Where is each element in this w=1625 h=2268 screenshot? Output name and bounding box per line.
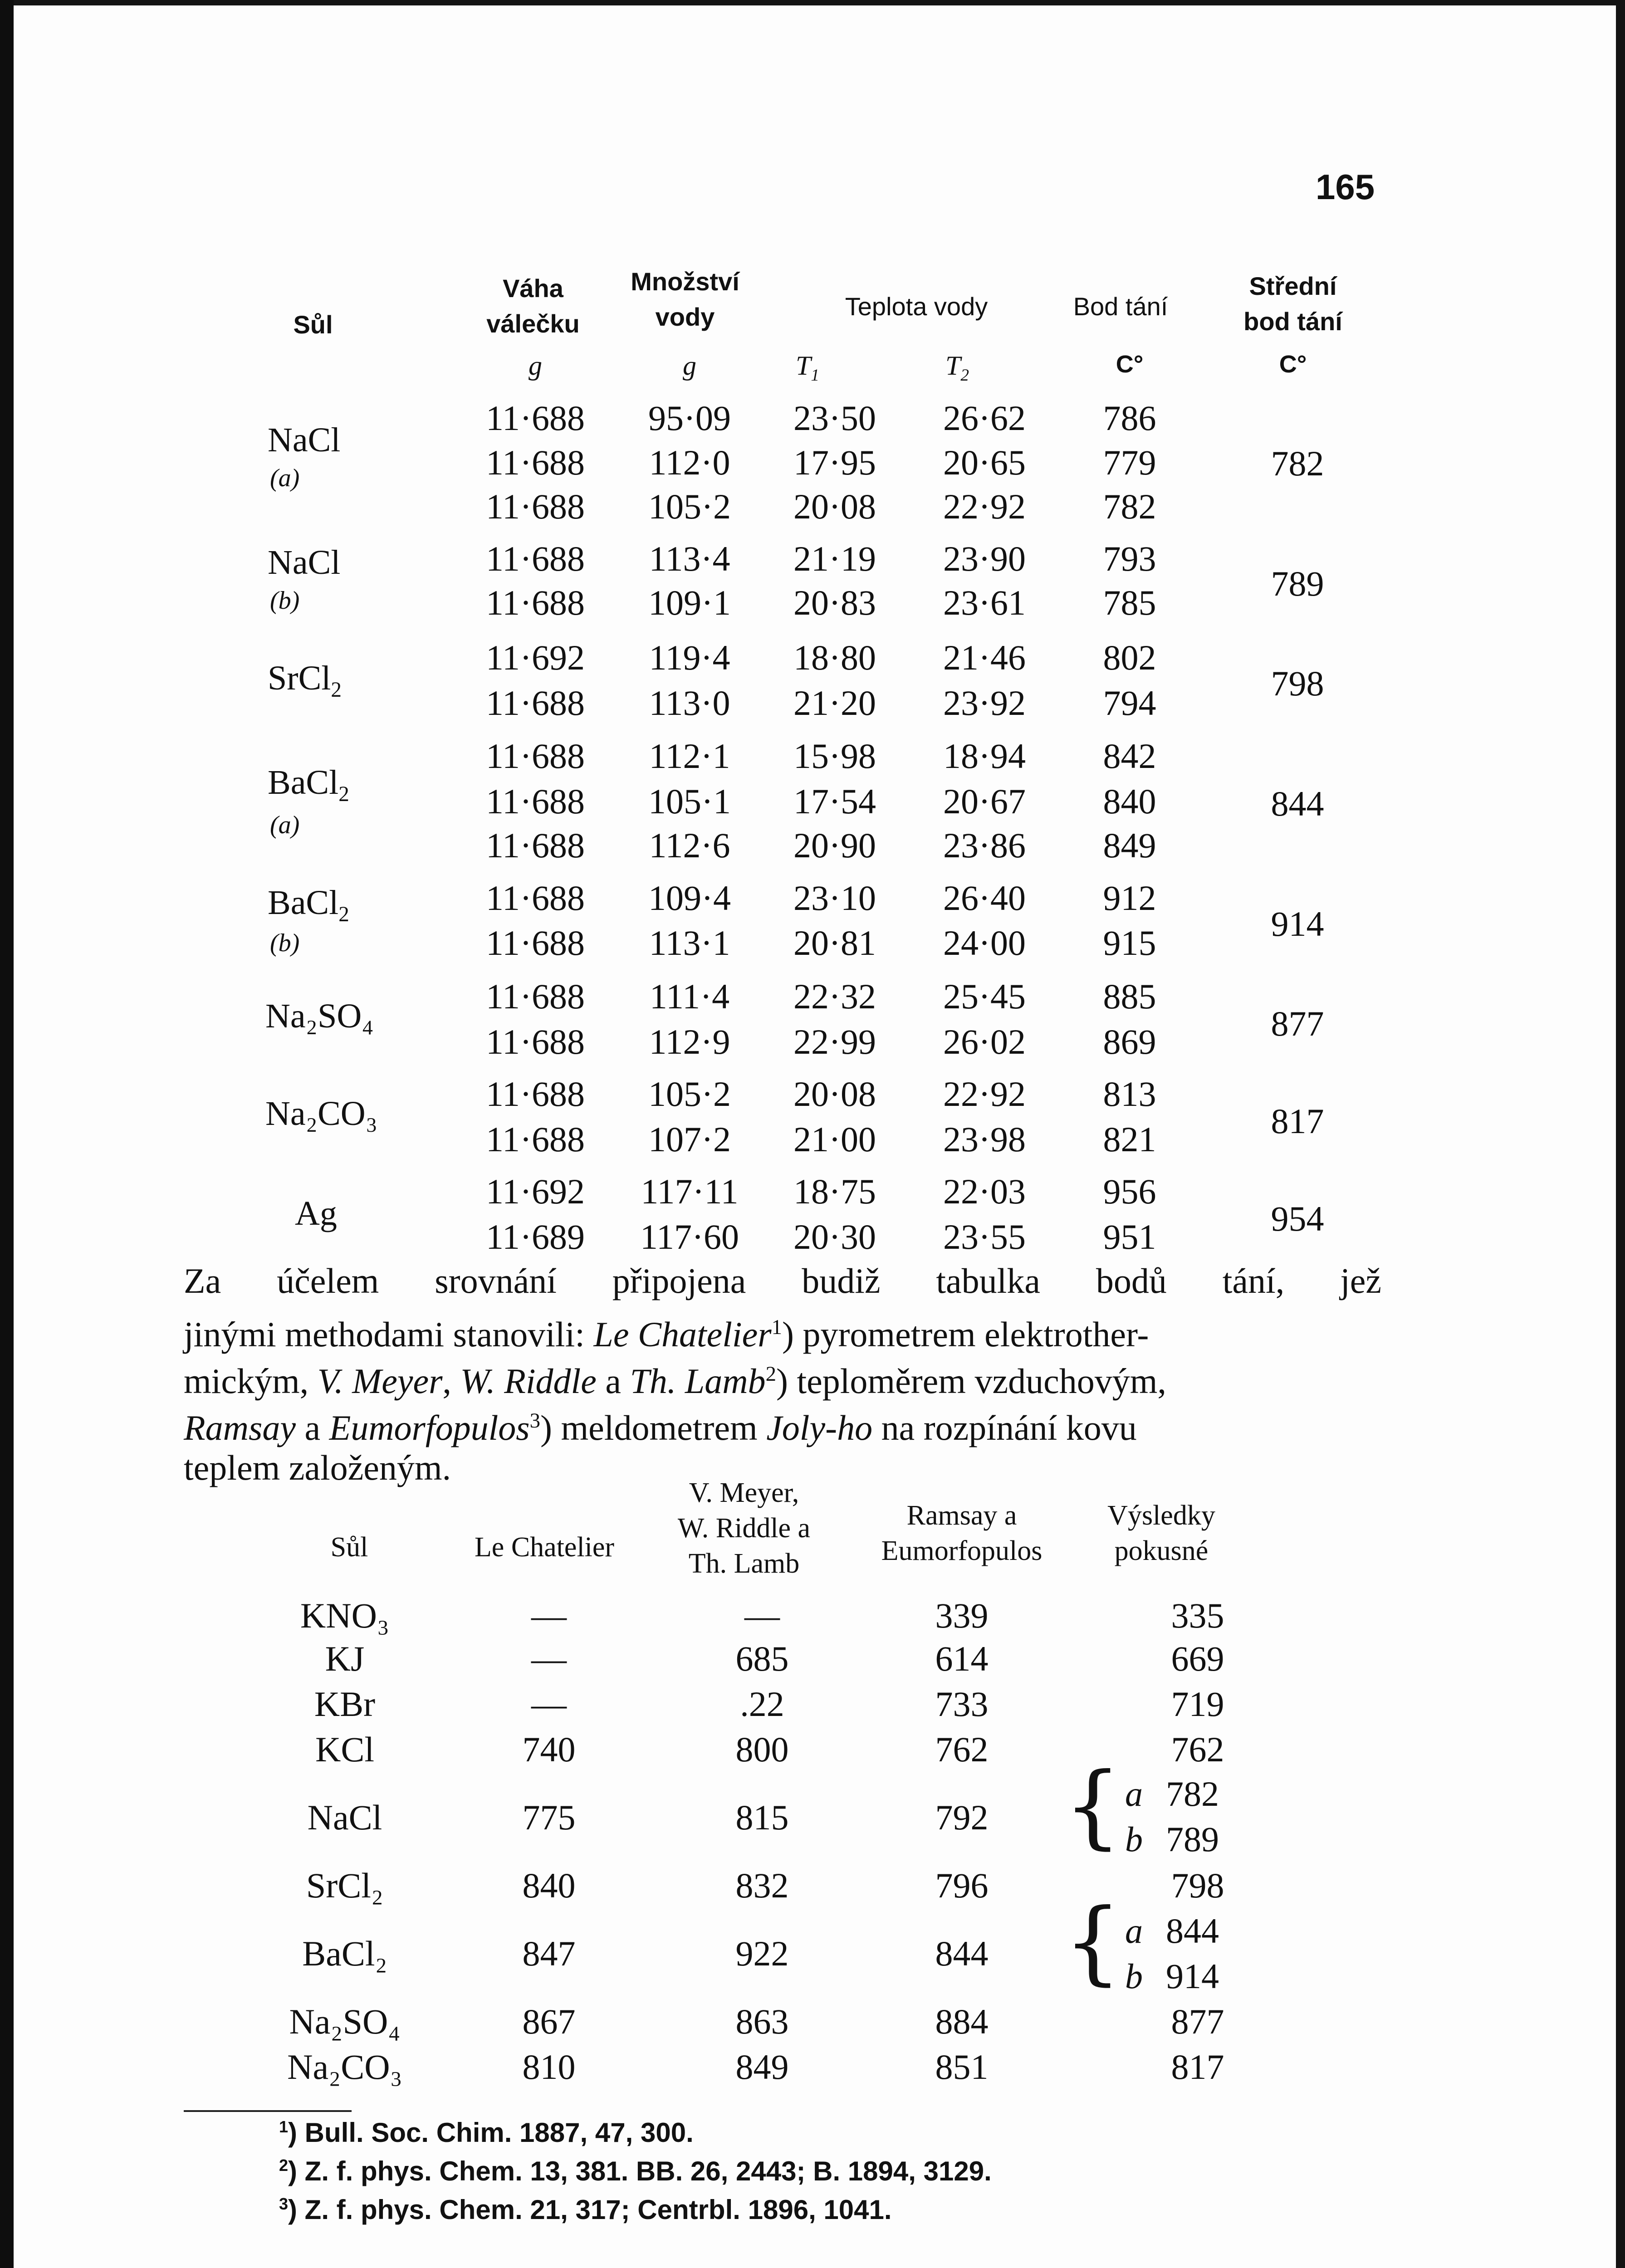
body-paragraph: [184, 1257, 1381, 1491]
t2-cell: 863: [735, 2002, 789, 2041]
t1-cell: 11·688: [485, 398, 585, 438]
t1-mean: 844: [1271, 784, 1324, 823]
t1-mean: 914: [1271, 904, 1324, 943]
t2-cell: 719: [1171, 1684, 1224, 1724]
t1-cell: 793: [1103, 539, 1156, 578]
t1-cell: 22·92: [943, 1074, 1026, 1114]
t1-cell: 23·98: [943, 1119, 1026, 1159]
t2-cell: 762: [1171, 1730, 1224, 1769]
t1-header-weight: Váha válečku: [486, 274, 580, 338]
t1-header-mean: Střední bod tání: [1243, 272, 1342, 336]
t2-cell: 800: [735, 1730, 789, 1769]
t1-cell: 11·689: [485, 1217, 585, 1256]
para-line-3: mickým, V. Meyer, W. Riddle a Th. Lamb$^2$) teploměrem vzduchovým,: [184, 1361, 1166, 1401]
t2-cell: —: [531, 1684, 567, 1724]
t1-unit-weight: g: [529, 351, 542, 381]
t1-cell: 813: [1103, 1074, 1156, 1114]
t1-header-temp: Teplota vody: [845, 292, 988, 321]
t2-cell: —: [531, 1639, 567, 1678]
t1-cell: 23·50: [793, 398, 876, 438]
t1-salt-na2so4: Na₂SO₄: [265, 997, 374, 1035]
footnote-2: $^2$) Z. f. phys. Chem. 13, 381. BB. 26, 2443; B. 1894, 3129.: [279, 2156, 992, 2186]
t1-cell: 24·00: [943, 923, 1026, 963]
t2-cell: 669: [1171, 1639, 1224, 1678]
t2-header-results: Výsledky pokusné: [1107, 1500, 1215, 1566]
t1-header-melt: Bod tání: [1073, 292, 1168, 321]
t2-cell: 339: [935, 1596, 989, 1635]
t1-mean: 782: [1271, 444, 1324, 483]
t1-cell: 109·1: [648, 583, 731, 622]
t2-salt: BaCl₂: [302, 1934, 387, 1973]
t2-cell: 867: [522, 2002, 576, 2041]
t1-cell: 842: [1103, 736, 1156, 776]
t1-header-water: Množství vody: [631, 267, 739, 331]
t1-cell: 20·81: [793, 923, 876, 963]
t2-cell: 789: [1166, 1819, 1219, 1859]
t1-cell: 113·1: [649, 923, 730, 963]
t2-cell: 685: [735, 1639, 789, 1678]
t1-cell: 11·688: [485, 826, 585, 865]
t1-cell: 23·86: [943, 826, 1026, 865]
t1-mean: 954: [1271, 1199, 1324, 1238]
t2-cell: —: [531, 1596, 567, 1635]
t1-cell: 112·9: [649, 1022, 730, 1061]
t1-cell: 23·90: [943, 539, 1026, 578]
t2-cell: 792: [935, 1798, 989, 1837]
t1-cell: 95·09: [648, 398, 731, 438]
t2-cell: 782: [1166, 1774, 1219, 1813]
t2-cell: 884: [935, 2002, 989, 2041]
t1-cell: 11·688: [485, 1119, 585, 1159]
t1-cell: 11·688: [485, 539, 585, 578]
t1-cell: 11·688: [485, 736, 585, 776]
t1-unit-t2: $T_2$: [945, 351, 969, 385]
t1-cell: 22·92: [943, 487, 1026, 526]
t1-cell: 18·75: [793, 1172, 876, 1211]
t1-cell: 11·692: [485, 638, 585, 677]
t1-cell: 21·20: [793, 683, 876, 723]
t1-cell: 951: [1103, 1217, 1156, 1256]
t2-variant-label: b: [1125, 1956, 1143, 1996]
t1-cell: 105·2: [648, 487, 731, 526]
t2-cell: 762: [935, 1730, 989, 1769]
t1-cell: 111·4: [649, 977, 730, 1016]
t1-cell: 821: [1103, 1119, 1156, 1159]
t1-cell: 11·688: [485, 443, 585, 482]
t1-cell: 25·45: [943, 977, 1026, 1016]
t1-cell: 113·4: [649, 539, 730, 578]
t2-cell: 335: [1171, 1596, 1224, 1635]
t1-cell: 26·40: [943, 878, 1026, 918]
t1-mean: 789: [1271, 564, 1324, 603]
t2-cell: 851: [935, 2047, 989, 2087]
t1-cell: 869: [1103, 1022, 1156, 1061]
t1-header-salt: Sůl: [293, 310, 333, 339]
t2-cell: 798: [1171, 1866, 1224, 1905]
t1-cell: 22·99: [793, 1022, 876, 1061]
t2-cell: 922: [735, 1934, 789, 1973]
t1-cell: 22·32: [793, 977, 876, 1016]
t1-cell: 794: [1103, 683, 1156, 723]
t2-salt: Na₂SO₄: [289, 2002, 401, 2041]
t1-cell: 840: [1103, 782, 1156, 821]
t1-salt-ag: Ag: [295, 1194, 337, 1232]
t1-unit-mean: C°: [1279, 351, 1307, 378]
t2-header-ramsay: Ramsay a Eumorfopulos: [881, 1500, 1043, 1566]
t1-cell: 956: [1103, 1172, 1156, 1211]
t1-salt-bacl2-b: BaCl$_2$: [268, 884, 349, 927]
t1-cell: 20·67: [943, 782, 1026, 821]
t2-cell: 817: [1171, 2047, 1224, 2087]
t2-cell: 796: [935, 1866, 989, 1905]
t2-variant-label: a: [1125, 1911, 1143, 1950]
t1-cell: 109·4: [648, 878, 731, 918]
para-line-2: jinými methodami stanovili: Le Chatelier$^1$) pyrometrem elektrother-: [184, 1315, 1149, 1354]
t1-cell: 15·98: [793, 736, 876, 776]
t1-cell: 11·688: [485, 878, 585, 918]
t1-unit-melt: C°: [1116, 351, 1144, 378]
t2-cell: 832: [735, 1866, 789, 1905]
t1-variant-nacl-b: (b): [270, 587, 300, 615]
t2-cell: 733: [935, 1684, 989, 1724]
t1-cell: 26·02: [943, 1022, 1026, 1061]
t2-cell: 840: [522, 1866, 576, 1905]
t1-cell: 105·2: [648, 1074, 731, 1114]
t1-cell: 21·46: [943, 638, 1026, 677]
t1-cell: 785: [1103, 583, 1156, 622]
t2-header-salt: Sůl: [330, 1532, 368, 1563]
t2-cell: 614: [935, 1639, 989, 1678]
t1-cell: 18·80: [793, 638, 876, 677]
t1-unit-t1: $T_1$: [796, 351, 819, 385]
t2-salt: SrCl₂: [306, 1866, 384, 1905]
t1-cell: 11·688: [485, 977, 585, 1016]
t1-cell: 11·688: [485, 487, 585, 526]
t1-salt-bacl2-a: BaCl$_2$: [268, 763, 349, 807]
para-line-5: teplem založeným.: [184, 1448, 451, 1487]
t2-salt: KCl: [315, 1730, 375, 1769]
t2-cell: 847: [522, 1934, 576, 1973]
t1-salt-nacl-a: NaCl: [268, 421, 341, 459]
t1-cell: 26·62: [943, 398, 1026, 438]
t1-mean: 877: [1271, 1004, 1324, 1043]
t1-cell: 915: [1103, 923, 1156, 963]
t2-cell: 815: [735, 1798, 789, 1837]
footnote-3: $^3$) Z. f. phys. Chem. 21, 317; Centrbl. 1896, 1041.: [279, 2195, 892, 2225]
t2-cell: 844: [1166, 1911, 1219, 1950]
t2-salt: Na₂CO₃: [287, 2047, 402, 2087]
t1-cell: 113·0: [649, 683, 730, 723]
t1-cell: 885: [1103, 977, 1156, 1016]
t2-cell: 877: [1171, 2002, 1224, 2041]
t1-salt-nacl-b: NaCl: [268, 543, 341, 582]
page-number: 165: [1316, 167, 1375, 207]
brace-icon: {: [1064, 1753, 1122, 1859]
t1-cell: 23·55: [943, 1217, 1026, 1256]
t2-header-le: Le Chatelier: [474, 1532, 615, 1563]
t1-cell: 782: [1103, 487, 1156, 526]
t2-salt: KBr: [314, 1684, 376, 1724]
t1-cell: 11·688: [485, 683, 585, 723]
t1-cell: 11·688: [485, 1074, 585, 1114]
t1-cell: 20·90: [793, 826, 876, 865]
t2-cell: 914: [1166, 1956, 1219, 1996]
t1-cell: 20·08: [793, 487, 876, 526]
t1-cell: 21·19: [793, 539, 876, 578]
t1-cell: 117·11: [641, 1172, 739, 1211]
t1-cell: 22·03: [943, 1172, 1026, 1211]
t1-variant-nacl-a: (a): [270, 464, 300, 492]
t1-cell: 779: [1103, 443, 1156, 482]
t2-cell: .22: [740, 1684, 784, 1724]
t1-cell: 117·60: [640, 1217, 739, 1256]
t1-cell: 21·00: [793, 1119, 876, 1159]
t1-mean: 798: [1271, 664, 1324, 703]
footnote-1: $^1$) Bull. Soc. Chim. 1887, 47, 300.: [279, 2117, 694, 2148]
t1-variant-bacl2-a: (a): [270, 811, 300, 839]
t1-salt-srcl2: SrCl$_2$: [268, 659, 342, 702]
t1-cell: 11·688: [485, 782, 585, 821]
para-line-4: Ramsay a Eumorfopulos$^3$) meldometrem Joly-ho na rozpínání kovu: [184, 1408, 1137, 1447]
t1-cell: 802: [1103, 638, 1156, 677]
para-line-1: Za účelem srovnání připojena budiž tabulka bodů tání, jež: [184, 1261, 1381, 1300]
t2-cell: 849: [735, 2047, 789, 2087]
brace-icon: {: [1064, 1889, 1122, 1995]
t1-cell: 20·83: [793, 583, 876, 622]
t1-unit-water: g: [683, 351, 696, 381]
t2-header-meyer: V. Meyer, W. Riddle a Th. Lamb: [677, 1477, 811, 1579]
scan-border: [0, 0, 14, 2268]
t1-cell: 112·6: [649, 826, 730, 865]
t2-cell: 775: [522, 1798, 576, 1837]
t2-cell: 810: [522, 2047, 576, 2087]
t1-cell: 786: [1103, 398, 1156, 438]
t1-variant-bacl2-b: (b): [270, 929, 300, 957]
t1-cell: 11·688: [485, 923, 585, 963]
t2-cell: 844: [935, 1934, 989, 1973]
t2-salt: KJ: [325, 1639, 365, 1678]
t1-cell: 112·0: [649, 443, 730, 482]
t1-cell: 20·30: [793, 1217, 876, 1256]
t1-cell: 23·10: [793, 878, 876, 918]
footnote-rule: [184, 2110, 352, 2112]
t1-cell: 912: [1103, 878, 1156, 918]
t1-cell: 18·94: [943, 736, 1026, 776]
t1-cell: 23·61: [943, 583, 1026, 622]
t1-salt-na2co3: Na₂CO₃: [265, 1095, 378, 1133]
t2-variant-label: b: [1125, 1819, 1143, 1859]
t2-salt: KNO₃: [300, 1596, 390, 1635]
t1-cell: 11·692: [485, 1172, 585, 1211]
t2-variant-label: a: [1125, 1774, 1143, 1813]
t1-cell: 119·4: [649, 638, 730, 677]
t1-cell: 849: [1103, 826, 1156, 865]
t1-cell: 20·65: [943, 443, 1026, 482]
t2-cell: —: [744, 1596, 780, 1635]
t1-cell: 23·92: [943, 683, 1026, 723]
t1-cell: 11·688: [485, 583, 585, 622]
t1-cell: 105·1: [648, 782, 731, 821]
t1-cell: 20·08: [793, 1074, 876, 1114]
t1-cell: 17·54: [793, 782, 876, 821]
t1-cell: 112·1: [649, 736, 730, 776]
t1-cell: 107·2: [648, 1119, 731, 1159]
t2-salt: NaCl: [307, 1798, 382, 1837]
t1-mean: 817: [1271, 1101, 1324, 1141]
document-page: [14, 5, 1616, 2268]
t1-cell: 11·688: [485, 1022, 585, 1061]
t2-cell: 740: [522, 1730, 576, 1769]
t1-cell: 17·95: [793, 443, 876, 482]
